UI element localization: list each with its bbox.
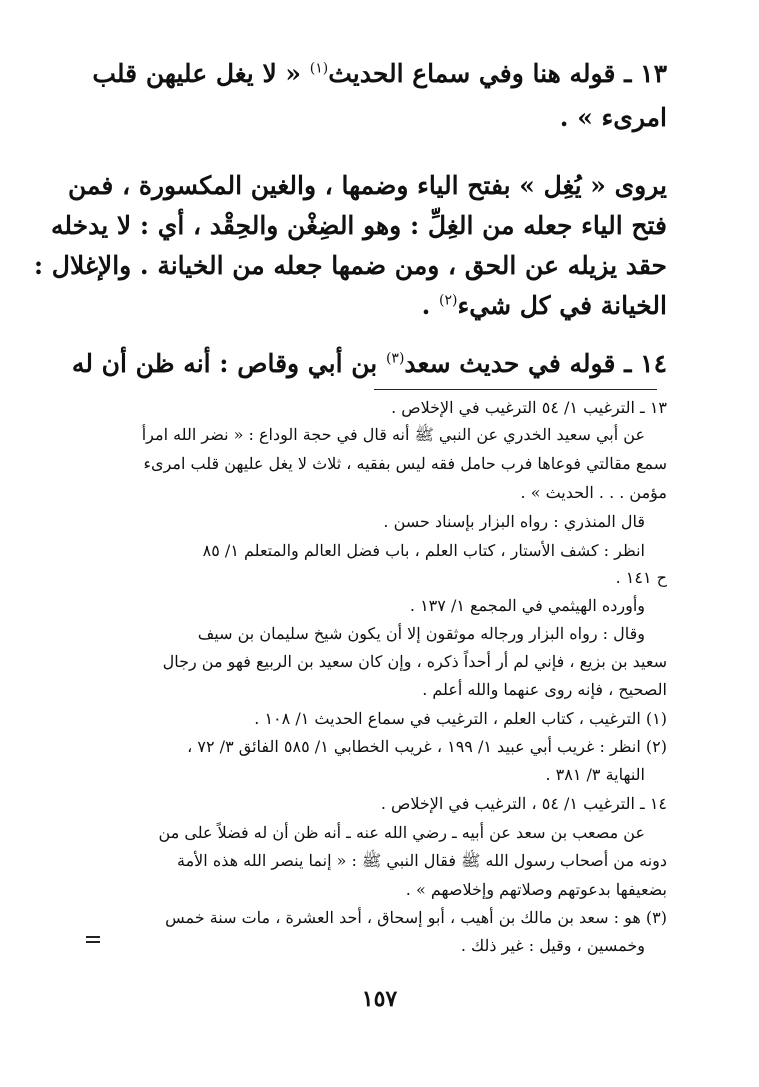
footnote-line: وقال : رواه البزار ورجاله موثقون إلا أن يكون شيخ سليمان بن سيف: [197, 624, 645, 643]
footnote-line: مؤمن . . . الحديث » .: [520, 483, 667, 502]
page-number: ١٥٧: [361, 986, 398, 1012]
main-line-1: [92, 52, 667, 96]
main-line-5: حقد يزيله عن الحق ، ومن ضمها جعله من الخيانة . والإغلال :: [33, 251, 667, 280]
footnote-line: (٣) هو : سعد بن مالك بن أهيب ، أبو إسحاق ، أحد العشرة ، مات سنة خمس: [165, 908, 667, 927]
main-text: ١٣ ـ قوله هنا وفي سماع الحديث: [328, 59, 667, 88]
footnote-separator: [374, 389, 657, 390]
footnote-line: ١٤ ـ الترغيب ١/ ٥٤ ، الترغيب في الإخلاص .: [380, 794, 667, 813]
main-line-4: فتح الياء جعله من الغِلِّ : وهو الضِغْن والحِقْد ، أي : لا يدخله: [51, 211, 667, 240]
main-text: ١٤ ـ قوله في حديث سعد: [404, 349, 667, 378]
main-text: الخيانة في كل شيء: [457, 291, 667, 320]
footnote-line: (١) الترغيب ، كتاب العلم ، الترغيب في سماع الحديث ١/ ١٠٨ .: [254, 709, 667, 728]
footnote-line: بضعيفها بدعوتهم وصلاتهم وإخلاصهم » .: [405, 880, 667, 899]
main-line-6: [92, 284, 667, 328]
main-line-3: يروى « يُغِل » بفتح الياء وضمها ، والغين المكسورة ، فمن: [67, 171, 667, 200]
footnote-line: الصحيح ، فإنه روى عنهما والله أعلم .: [422, 680, 667, 699]
footnote-line: وخمسين ، وقيل : غير ذلك .: [460, 936, 645, 955]
main-line-7: [71, 342, 667, 386]
continuation-mark: [86, 936, 100, 943]
footnote-line: (٢) انظر : غريب أبي عبيد ١/ ١٩٩ ، غريب الخطابي ١/ ٥٨٥ الفائق ٣/ ٧٢ ،: [187, 737, 667, 756]
main-text: بن أبي وقاص : أنه ظن أن له: [71, 349, 386, 378]
footnote-line: النهاية ٣/ ٣٨١ .: [545, 765, 645, 784]
main-text: .: [421, 291, 440, 320]
main-text: « لا يغل عليهن قلب: [92, 59, 310, 88]
footnote-line: وأورده الهيثمي في المجمع ١/ ١٣٧ .: [409, 596, 645, 615]
footnote-line: ١٣ ـ الترغيب ١/ ٥٤ الترغيب في الإخلاص .: [391, 398, 667, 417]
footnote-line: عن أبي سعيد الخدري عن النبي ﷺ أنه قال في حجة الوداع : « نضر الله امرأ: [141, 425, 645, 444]
footnote-line: قال المنذري : رواه البزار بإسناد حسن .: [383, 512, 645, 531]
footnote-line: سعيد بن بزيع ، فإني لم أر أحداً ذكره ، وإن كان سعيد بن الربيع فهو من رجال: [162, 652, 667, 671]
footnote-ref-2: (٢): [439, 292, 458, 309]
footnote-line: ح ١٤١ .: [615, 568, 667, 587]
footnote-ref-1: (١): [309, 60, 329, 77]
footnote-ref-3: (٣): [385, 350, 405, 367]
footnote-line: سمع مقالتي فوعاها فرب حامل فقه ليس بفقيه ، ثلاث لا يغل عليهن قلب امرىء: [143, 454, 667, 473]
footnote-line: انظر : كشف الأستار ، كتاب العلم ، باب فضل العالم والمتعلم ١/ ٨٥: [202, 541, 645, 560]
footnote-line: عن مصعب بن سعد عن أبيه ـ رضي الله عنه ـ أنه ظن أن له فضلاً على من: [158, 823, 645, 842]
main-line-2: امرىء » .: [559, 103, 667, 132]
footnote-line: دونه من أصحاب رسول الله ﷺ فقال النبي ﷺ : « إنما ينصر الله هذه الأمة: [177, 851, 667, 870]
